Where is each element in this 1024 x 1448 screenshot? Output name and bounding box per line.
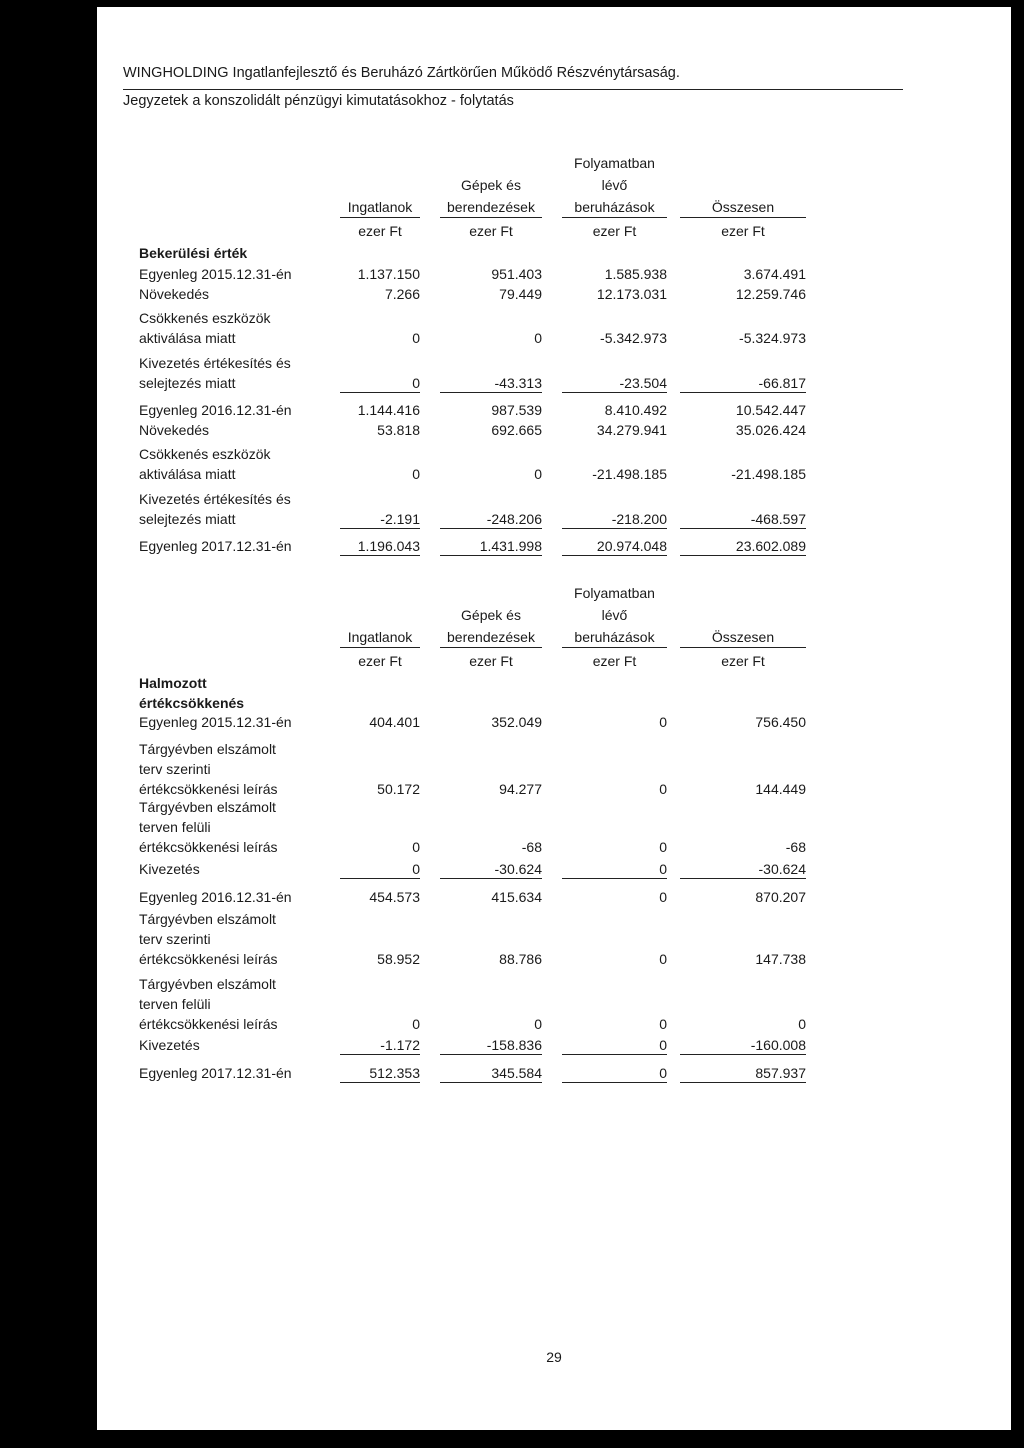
cell-value: 94.277 bbox=[499, 781, 542, 797]
cell-value: -160.008 bbox=[750, 1037, 806, 1053]
subtotal-underline bbox=[340, 878, 420, 879]
cell-value: -158.836 bbox=[486, 1037, 542, 1053]
subtotal-underline bbox=[340, 528, 420, 529]
total-underline bbox=[340, 1082, 420, 1083]
notes-subtitle: Jegyzetek a konszolidált pénzügyi kimutatásokhoz - folytatás bbox=[123, 93, 514, 109]
cell-value: 0 bbox=[412, 466, 420, 482]
cell-value: 53.818 bbox=[377, 422, 420, 438]
cell-value: 0 bbox=[412, 861, 420, 877]
row-label: Növekedés bbox=[139, 422, 210, 438]
unit-label: ezer Ft bbox=[358, 653, 402, 669]
row-label: Egyenleg 2017.12.31-én bbox=[139, 1065, 292, 1081]
cell-value: -21.498.185 bbox=[592, 466, 667, 482]
cell-value: -5.324.973 bbox=[739, 330, 806, 346]
row-label: Tárgyévben elszámolt bbox=[139, 741, 276, 757]
cell-value: 0 bbox=[659, 951, 667, 967]
subtotal-underline bbox=[680, 1054, 806, 1055]
cell-value: 88.786 bbox=[499, 951, 542, 967]
row-label: értékcsökkenési leírás bbox=[139, 1016, 278, 1032]
document-page bbox=[97, 7, 1011, 1430]
subtotal-underline bbox=[680, 528, 806, 529]
row-label: értékcsökkenési leírás bbox=[139, 839, 278, 855]
cell-value: 512.353 bbox=[369, 1065, 420, 1081]
row-label: aktiválása miatt bbox=[139, 466, 236, 482]
total-underline bbox=[340, 555, 420, 556]
column-header-line: lévő bbox=[601, 607, 628, 623]
row-label: Kivezetés értékesítés és bbox=[139, 491, 291, 507]
cell-value: -30.624 bbox=[758, 861, 806, 877]
unit-label: ezer Ft bbox=[721, 653, 765, 669]
cell-value: 23.602.089 bbox=[735, 538, 806, 554]
column-header-underline bbox=[340, 647, 420, 648]
cell-value: 1.137.150 bbox=[357, 266, 420, 282]
cell-value: 0 bbox=[534, 466, 542, 482]
cell-value: 951.403 bbox=[491, 266, 542, 282]
cell-value: 756.450 bbox=[755, 714, 806, 730]
column-header-line: Gépek és bbox=[461, 177, 521, 193]
column-header-line: Gépek és bbox=[461, 607, 521, 623]
cell-value: 857.937 bbox=[755, 1065, 806, 1081]
subtotal-underline bbox=[340, 392, 420, 393]
subtotal-underline bbox=[562, 1054, 667, 1055]
cell-value: 3.674.491 bbox=[743, 266, 806, 282]
row-label: Egyenleg 2017.12.31-én bbox=[139, 538, 292, 554]
cell-value: 0 bbox=[798, 1016, 806, 1032]
column-header-line: berendezések bbox=[447, 199, 535, 215]
subtotal-underline bbox=[440, 392, 542, 393]
column-header-line: Folyamatban bbox=[574, 585, 655, 601]
column-header-line: beruházások bbox=[574, 199, 655, 215]
row-label: terv szerinti bbox=[139, 931, 211, 947]
header-rule bbox=[123, 89, 903, 90]
row-label: Kivezetés bbox=[139, 861, 200, 877]
cell-value: 0 bbox=[659, 861, 667, 877]
column-header-underline bbox=[562, 647, 667, 648]
cell-value: -468.597 bbox=[750, 511, 806, 527]
cell-value: 1.431.998 bbox=[479, 538, 542, 554]
column-header-underline bbox=[440, 647, 542, 648]
subtotal-underline bbox=[562, 878, 667, 879]
row-label: aktiválása miatt bbox=[139, 330, 236, 346]
cell-value: 147.738 bbox=[755, 951, 806, 967]
column-header-line: lévő bbox=[601, 177, 628, 193]
column-header-underline bbox=[562, 217, 667, 218]
cell-value: 0 bbox=[659, 781, 667, 797]
cell-value: 12.259.746 bbox=[735, 286, 806, 302]
cell-value: 0 bbox=[534, 1016, 542, 1032]
cell-value: -23.504 bbox=[619, 375, 667, 391]
row-label: Tárgyévben elszámolt bbox=[139, 911, 276, 927]
cell-value: 345.584 bbox=[491, 1065, 542, 1081]
total-underline bbox=[440, 555, 542, 556]
cell-value: -248.206 bbox=[486, 511, 542, 527]
cell-value: -66.817 bbox=[758, 375, 806, 391]
cell-value: 79.449 bbox=[499, 286, 542, 302]
unit-label: ezer Ft bbox=[469, 223, 513, 239]
cell-value: 10.542.447 bbox=[735, 402, 806, 418]
unit-label: ezer Ft bbox=[592, 223, 637, 239]
section-heading: értékcsökkenés bbox=[139, 695, 245, 711]
cell-value: 0 bbox=[412, 1016, 420, 1032]
cell-value: 404.401 bbox=[369, 714, 420, 730]
subtotal-underline bbox=[680, 878, 806, 879]
cell-value: 692.665 bbox=[491, 422, 542, 438]
column-header-underline bbox=[340, 217, 420, 218]
page-number: 29 bbox=[546, 1349, 562, 1365]
subtotal-underline bbox=[680, 392, 806, 393]
cell-value: -30.624 bbox=[494, 861, 542, 877]
total-underline bbox=[680, 555, 806, 556]
unit-label: ezer Ft bbox=[469, 653, 513, 669]
row-label: Kivezetés bbox=[139, 1037, 200, 1053]
column-header-underline bbox=[440, 217, 542, 218]
total-underline bbox=[562, 555, 667, 556]
cell-value: 987.539 bbox=[491, 402, 542, 418]
cell-value: -43.313 bbox=[494, 375, 542, 391]
cell-value: 7.266 bbox=[384, 286, 420, 302]
section-heading: Bekerülési érték bbox=[139, 245, 248, 261]
row-label: Kivezetés értékesítés és bbox=[139, 355, 291, 371]
column-header-line: beruházások bbox=[574, 629, 655, 645]
total-underline bbox=[680, 1082, 806, 1083]
cell-value: 1.144.416 bbox=[357, 402, 420, 418]
column-header-underline bbox=[680, 647, 806, 648]
subtotal-underline bbox=[562, 392, 667, 393]
cell-value: 0 bbox=[412, 375, 420, 391]
company-header: WINGHOLDING Ingatlanfejlesztő és Beruházó Zártkörűen Működő Részvénytársaság. bbox=[123, 65, 680, 81]
cell-value: 0 bbox=[659, 1037, 667, 1053]
cell-value: -21.498.185 bbox=[731, 466, 806, 482]
cell-value: 0 bbox=[659, 1016, 667, 1032]
cell-value: 0 bbox=[659, 714, 667, 730]
row-label: Tárgyévben elszámolt bbox=[139, 799, 276, 815]
cell-value: -1.172 bbox=[380, 1037, 420, 1053]
row-label: selejtezés miatt bbox=[139, 375, 236, 391]
unit-label: ezer Ft bbox=[721, 223, 765, 239]
cell-value: 50.172 bbox=[377, 781, 420, 797]
column-header-underline bbox=[680, 217, 806, 218]
cell-value: 454.573 bbox=[369, 889, 420, 905]
cell-value: 415.634 bbox=[491, 889, 542, 905]
total-underline bbox=[562, 1082, 667, 1083]
cell-value: 8.410.492 bbox=[604, 402, 667, 418]
column-header-line: Ingatlanok bbox=[347, 199, 413, 215]
subtotal-underline bbox=[440, 878, 542, 879]
row-label: Egyenleg 2016.12.31-én bbox=[139, 889, 292, 905]
cell-value: -68 bbox=[785, 839, 806, 855]
row-label: Csökkenés eszközök bbox=[139, 446, 271, 462]
cell-value: 0 bbox=[659, 889, 667, 905]
row-label: Egyenleg 2015.12.31-én bbox=[139, 714, 292, 730]
cell-value: -218.200 bbox=[611, 511, 667, 527]
cell-value: 12.173.031 bbox=[596, 286, 667, 302]
row-label: terven felüli bbox=[139, 996, 211, 1012]
cell-value: 58.952 bbox=[377, 951, 420, 967]
cell-value: 0 bbox=[412, 839, 420, 855]
cell-value: 20.974.048 bbox=[596, 538, 667, 554]
section-heading: Halmozott bbox=[139, 675, 207, 691]
row-label: értékcsökkenési leírás bbox=[139, 781, 278, 797]
cell-value: -5.342.973 bbox=[600, 330, 667, 346]
cell-value: 0 bbox=[659, 839, 667, 855]
subtotal-underline bbox=[340, 1054, 420, 1055]
cell-value: 0 bbox=[412, 330, 420, 346]
subtotal-underline bbox=[440, 528, 542, 529]
row-label: Növekedés bbox=[139, 286, 210, 302]
unit-label: ezer Ft bbox=[358, 223, 402, 239]
row-label: terv szerinti bbox=[139, 761, 211, 777]
unit-label: ezer Ft bbox=[592, 653, 637, 669]
cell-value: -68 bbox=[521, 839, 542, 855]
row-label: Egyenleg 2015.12.31-én bbox=[139, 266, 292, 282]
cell-value: -2.191 bbox=[380, 511, 420, 527]
row-label: Csökkenés eszközök bbox=[139, 310, 271, 326]
cell-value: 1.585.938 bbox=[604, 266, 667, 282]
cell-value: 0 bbox=[659, 1065, 667, 1081]
cell-value: 35.026.424 bbox=[735, 422, 806, 438]
subtotal-underline bbox=[440, 1054, 542, 1055]
column-header-line: Folyamatban bbox=[574, 155, 655, 171]
row-label: selejtezés miatt bbox=[139, 511, 236, 527]
row-label: értékcsökkenési leírás bbox=[139, 951, 278, 967]
row-label: Egyenleg 2016.12.31-én bbox=[139, 402, 292, 418]
column-header-line: Összesen bbox=[711, 199, 775, 215]
cell-value: 870.207 bbox=[755, 889, 806, 905]
total-underline bbox=[440, 1082, 542, 1083]
column-header-line: Ingatlanok bbox=[347, 629, 413, 645]
cell-value: 34.279.941 bbox=[596, 422, 667, 438]
cell-value: 0 bbox=[534, 330, 542, 346]
cell-value: 1.196.043 bbox=[357, 538, 420, 554]
cell-value: 144.449 bbox=[755, 781, 806, 797]
subtotal-underline bbox=[562, 528, 667, 529]
column-header-line: Összesen bbox=[711, 629, 775, 645]
row-label: terven felüli bbox=[139, 819, 211, 835]
row-label: Tárgyévben elszámolt bbox=[139, 976, 276, 992]
column-header-line: berendezések bbox=[447, 629, 535, 645]
cell-value: 352.049 bbox=[491, 714, 542, 730]
